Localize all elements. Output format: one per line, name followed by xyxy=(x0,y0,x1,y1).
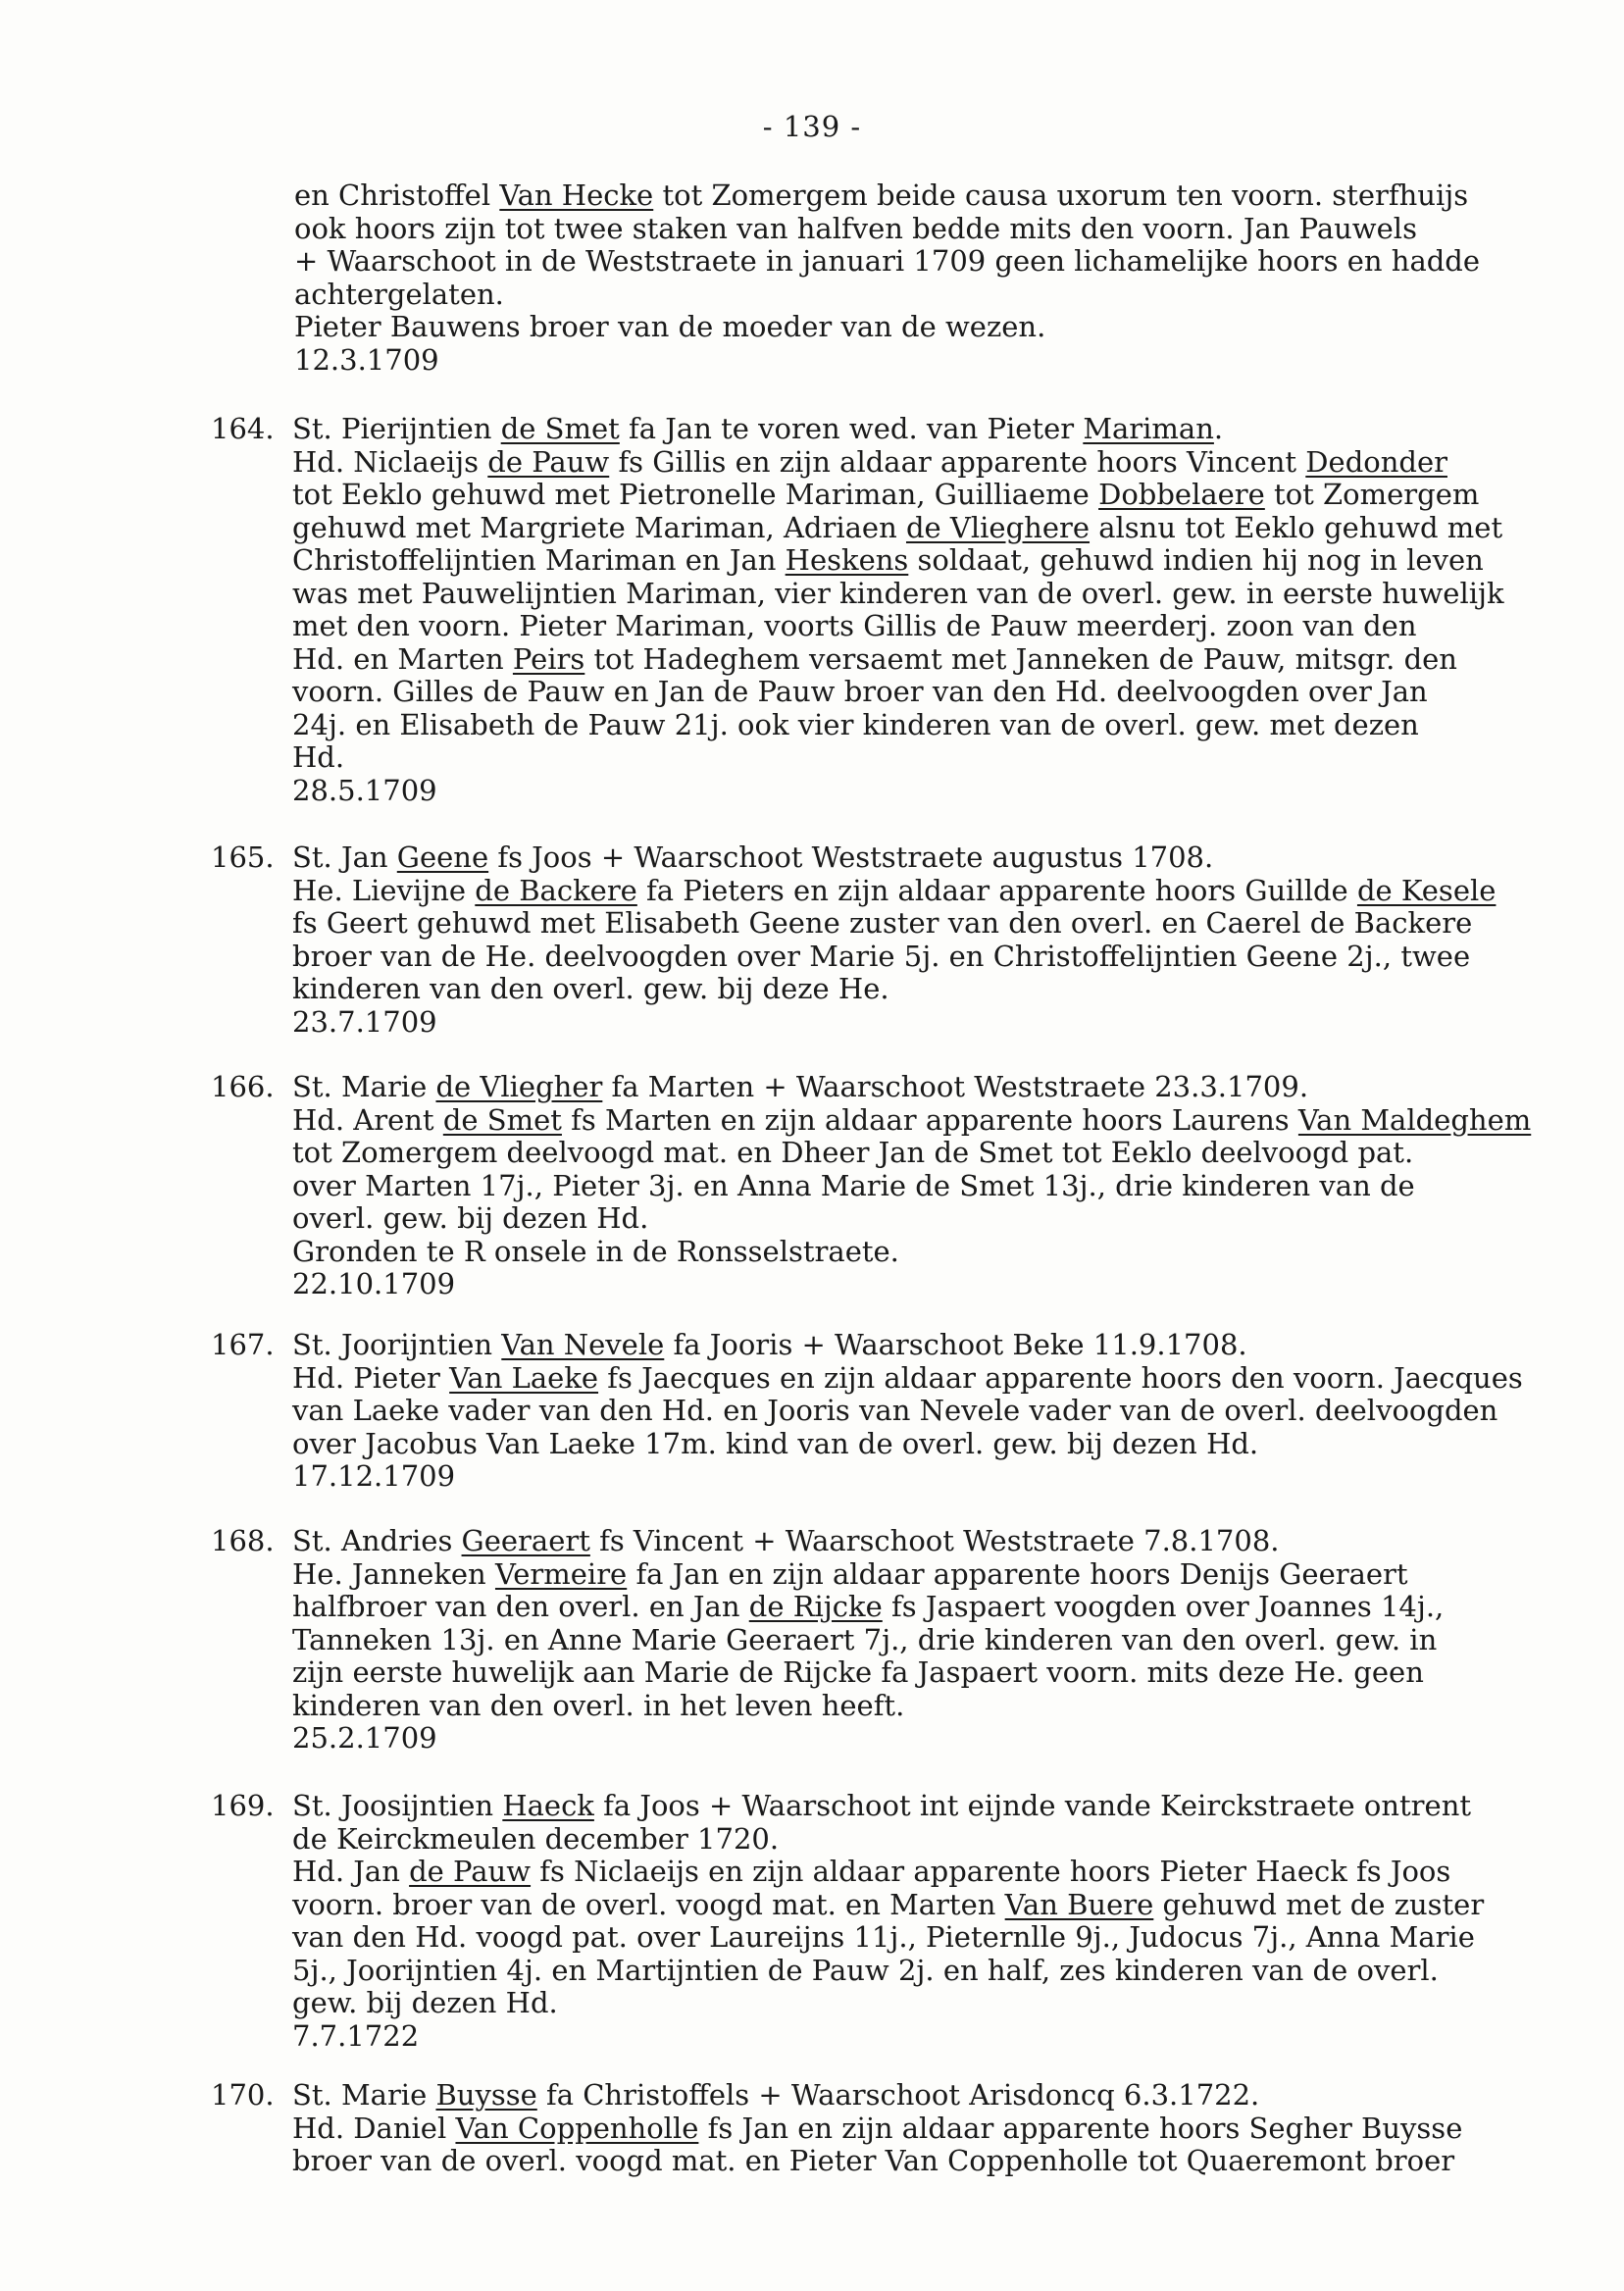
entry-body xyxy=(292,1071,1603,1301)
underlined-surname: Buysse xyxy=(435,2078,537,2112)
entry-date: 17.12.1709 xyxy=(292,1459,456,1493)
text-line: Hd. Arent de Smet fs Marten en zijn aldaar apparente hoors Laurens Van Maldeghem xyxy=(292,1102,1532,1137)
text-line: voorn. Gilles de Pauw en Jan de Pauw broer van den Hd. deelvoogden over Jan xyxy=(292,675,1428,708)
entry-date: 12.3.1709 xyxy=(294,342,439,377)
text-line: en Christoffel Van Hecke tot Zomergem beide causa uxorum ten voorn. sterfhuijs xyxy=(294,178,1469,212)
text-line: van den Hd. voogd pat. over Laureijns 11j., Pieternlle 9j., Judocus 7j., Anna Marie xyxy=(292,1920,1475,1954)
text-line: fs Geert gehuwd met Elisabeth Geene zuster van den overl. en Caerel de Backere xyxy=(292,906,1473,940)
text-line: Christoffelijntien Mariman en Jan Heskens soldaat, gehuwd indien hij nog in leven xyxy=(292,543,1484,577)
entry-body xyxy=(292,1525,1603,1756)
entry-body xyxy=(292,413,1603,807)
text-line: 5j., Joorijntien 4j. en Martijntien de Pauw 2j. en half, zes kinderen van de overl. xyxy=(292,1953,1439,1987)
entry-166 xyxy=(211,1071,1603,1301)
intro-paragraph xyxy=(294,179,1589,377)
text-line: met den voorn. Pieter Mariman, voorts Gillis de Pauw meerderj. zoon van den xyxy=(292,609,1417,642)
text-line: broer van de He. deelvoogden over Marie 5j. en Christoffelijntien Geene 2j., twee xyxy=(292,939,1471,973)
text-line: He. Lievijne de Backere fa Pieters en zijn aldaar apparente hoors Guillde de Kesele xyxy=(292,873,1497,907)
text-line: Hd. Daniel Van Coppenholle fs Jan en zijn aldaar apparente hoors Segher Buysse xyxy=(292,2111,1463,2145)
entry-date: 23.7.1709 xyxy=(292,1004,437,1039)
underlined-surname: Haeck xyxy=(502,1789,594,1822)
text-line: overl. gew. bij dezen Hd. xyxy=(292,1201,649,1235)
text-line: gew. bij dezen Hd. xyxy=(292,1986,558,2019)
text-line: broer van de overl. voogd mat. en Pieter Van Coppenholle tot Quaeremont broer xyxy=(292,2144,1455,2177)
underlined-surname: Van Buere xyxy=(1004,1887,1154,1921)
entry-165 xyxy=(211,841,1603,1039)
entry-date: 7.7.1722 xyxy=(292,2018,420,2053)
text-line: tot Eeklo gehuwd met Pietronelle Mariman, Guilliaeme Dobbelaere tot Zomergem xyxy=(292,478,1480,511)
text-line: Pieter Bauwens broer van de moeder van de wezen. xyxy=(294,310,1046,343)
underlined-surname: Van Laeke xyxy=(449,1360,599,1395)
text-line: St. Joorijntien Van Nevele fa Jooris + Waarschoot Beke 11.9.1708. xyxy=(292,1328,1247,1361)
underlined-surname: Van Hecke xyxy=(499,178,654,212)
underlined-surname: Van Nevele xyxy=(501,1328,665,1361)
text-line: 24j. en Elisabeth de Pauw 21j. ook vier kinderen van de overl. gew. met dezen xyxy=(292,707,1419,741)
text-line: over Jacobus Van Laeke 17m. kind van de overl. gew. bij dezen Hd. xyxy=(292,1426,1259,1460)
entry-body xyxy=(292,1790,1603,2053)
entry-number: 170. xyxy=(211,2078,275,2112)
underlined-surname: Van Maldeghem xyxy=(1297,1102,1532,1137)
entry-170 xyxy=(211,2079,1603,2178)
underlined-surname: Mariman xyxy=(1083,412,1214,445)
text-line: + Waarschoot in de Weststraete in januari 1709 geen lichamelijke hoors en hadde xyxy=(294,244,1481,278)
text-line: Hd. Jan de Pauw fs Niclaeijs en zijn aldaar apparente hoors Pieter Haeck fs Joos xyxy=(292,1855,1451,1888)
text-line: zijn eerste huwelijk aan Marie de Rijcke fa Jaspaert voorn. mits deze He. geen xyxy=(292,1655,1424,1689)
underlined-surname: de Rijcke xyxy=(748,1590,883,1623)
entry-number: 169. xyxy=(211,1789,275,1822)
entry-168 xyxy=(211,1525,1603,1756)
page-number: - 139 - xyxy=(762,110,862,143)
entry-number: 165. xyxy=(211,840,275,874)
underlined-surname: de Vliegher xyxy=(435,1070,603,1103)
entry-167 xyxy=(211,1329,1603,1494)
entry-date: 22.10.1709 xyxy=(292,1267,456,1300)
text-line: St. Andries Geeraert fs Vincent + Waarschoot Weststraete 7.8.1708. xyxy=(292,1524,1280,1557)
underlined-surname: de Vlieghere xyxy=(905,510,1091,544)
entry-body xyxy=(292,2079,1603,2178)
text-line: kinderen van den overl. gew. bij deze He. xyxy=(292,972,889,1005)
text-line: Hd. en Marten Peirs tot Hadeghem versaemt met Janneken de Pauw, mitsgr. den xyxy=(292,641,1457,676)
entry-164 xyxy=(211,413,1603,807)
underlined-surname: de Smet xyxy=(442,1102,562,1137)
text-line: Tanneken 13j. en Anne Marie Geeraert 7j., drie kinderen van den overl. gew. in xyxy=(292,1622,1438,1656)
text-line: ook hoors zijn tot twee staken van halfven bedde mits den voorn. Jan Pauwels xyxy=(294,211,1417,245)
entry-date: 25.2.1709 xyxy=(292,1721,437,1755)
underlined-surname: Peirs xyxy=(512,641,585,676)
text-line: gehuwd met Margriete Mariman, Adriaen de Vlieghere alsnu tot Eeklo gehuwd met xyxy=(292,510,1503,544)
text-line: was met Pauwelijntien Mariman, vier kinderen van de overl. gew. in eerste huwelijk xyxy=(292,576,1504,610)
text-line: Gronden te R onsele in de Ronsselstraete. xyxy=(292,1234,899,1268)
entry-169 xyxy=(211,1790,1603,2053)
text-line: Hd. Pieter Van Laeke fs Jaecques en zijn aldaar apparente hoors den voorn. Jaecques xyxy=(292,1360,1523,1395)
text-line: achtergelaten. xyxy=(294,277,504,311)
underlined-surname: de Pauw xyxy=(487,444,610,479)
entry-number: 166. xyxy=(211,1070,275,1103)
underlined-surname: Geene xyxy=(396,840,489,874)
underlined-surname: de Smet xyxy=(500,412,620,445)
text-line: Hd. Niclaeijs de Pauw fs Gillis en zijn aldaar apparente hoors Vincent Dedonder xyxy=(292,444,1447,479)
text-line: halfbroer van den overl. en Jan de Rijcke fs Jaspaert voogden over Joannes 14j., xyxy=(292,1590,1445,1623)
entry-number: 164. xyxy=(211,412,275,445)
entry-body xyxy=(292,1329,1603,1494)
text-line: St. Marie de Vliegher fa Marten + Waarschoot Weststraete 23.3.1709. xyxy=(292,1070,1309,1103)
text-line: St. Marie Buysse fa Christoffels + Waarschoot Arisdoncq 6.3.1722. xyxy=(292,2078,1260,2112)
text-line: de Keirckmeulen december 1720. xyxy=(292,1821,780,1856)
underlined-surname: de Backere xyxy=(475,873,637,907)
text-line: kinderen van den overl. in het leven heeft. xyxy=(292,1688,905,1722)
underlined-surname: Van Coppenholle xyxy=(455,2111,699,2145)
entry-date: 28.5.1709 xyxy=(292,773,437,807)
text-line: St. Pierijntien de Smet fa Jan te voren wed. van Pieter Mariman. xyxy=(292,412,1224,445)
text-line: St. Jan Geene fs Joos + Waarschoot Weststraete augustus 1708. xyxy=(292,840,1214,874)
entry-number: 167. xyxy=(211,1328,275,1361)
entry-number: 168. xyxy=(211,1524,275,1557)
underlined-surname: de Kesele xyxy=(1356,873,1497,907)
entry-body xyxy=(292,841,1603,1039)
text-line: voorn. broer van de overl. voogd mat. en Marten Van Buere gehuwd met de zuster xyxy=(292,1887,1485,1921)
text-line: St. Joosijntien Haeck fa Joos + Waarschoot int eijnde vande Keirckstraete ontrent xyxy=(292,1789,1472,1822)
text-line: van Laeke vader van den Hd. en Jooris van Nevele vader van de overl. deelvoogden xyxy=(292,1394,1498,1427)
underlined-surname: de Pauw xyxy=(409,1855,532,1888)
text-line: Hd. xyxy=(292,740,345,774)
text-line: over Marten 17j., Pieter 3j. en Anna Marie de Smet 13j., drie kinderen van de xyxy=(292,1168,1415,1202)
underlined-surname: Dobbelaere xyxy=(1098,478,1265,511)
underlined-surname: Dedonder xyxy=(1305,444,1447,479)
text-line: He. Janneken Vermeire fa Jan en zijn aldaar apparente hoors Denijs Geeraert xyxy=(292,1556,1408,1591)
underlined-surname: Heskens xyxy=(785,543,909,577)
underlined-surname: Geeraert xyxy=(461,1524,590,1557)
underlined-surname: Vermeire xyxy=(494,1556,628,1591)
text-line: tot Zomergem deelvoogd mat. en Dheer Jan de Smet tot Eeklo deelvoogd pat. xyxy=(292,1136,1414,1169)
